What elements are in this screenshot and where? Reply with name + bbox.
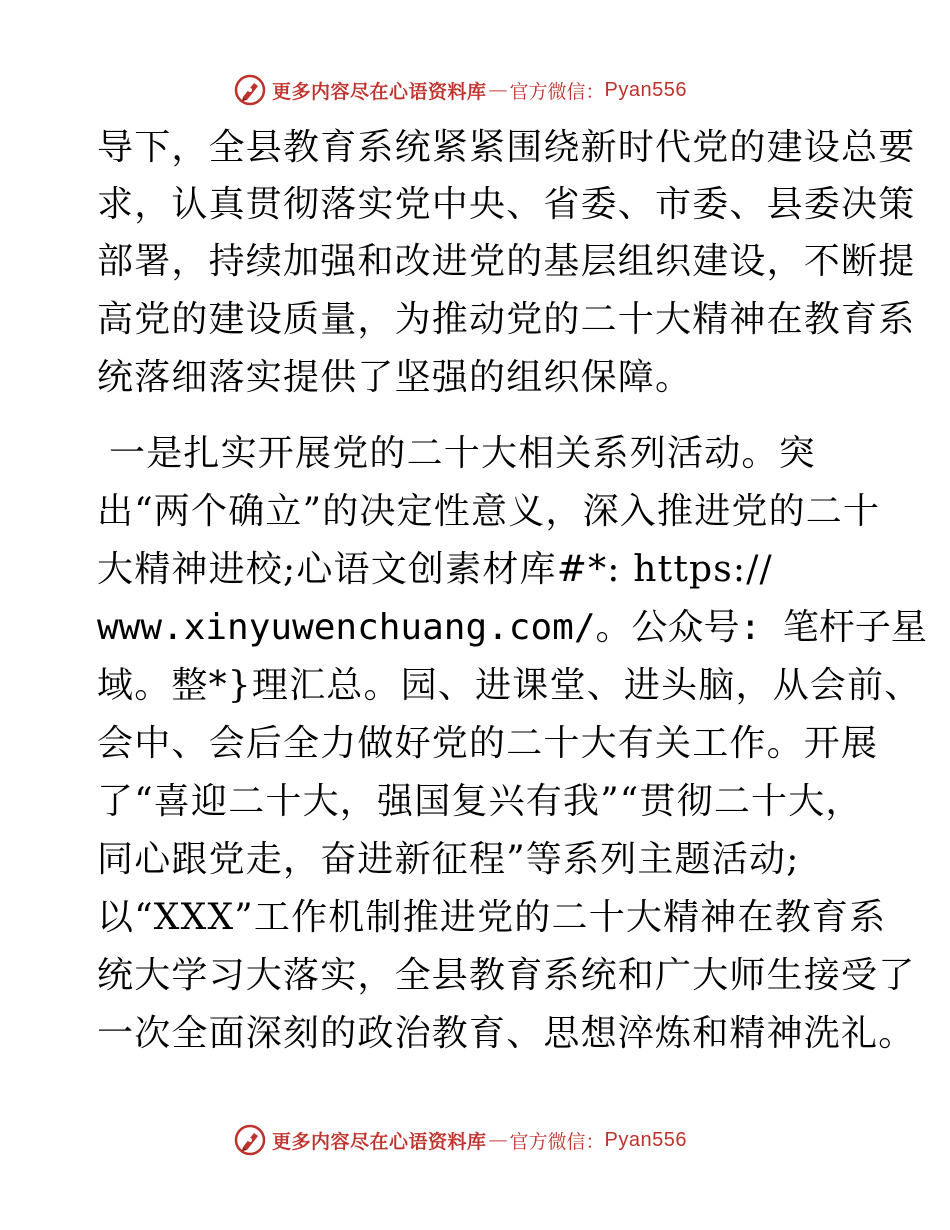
body-line: 导下，全县教育系统紧紧围绕新时代党的建设总要 xyxy=(97,127,916,168)
watermark-separator: — xyxy=(488,79,508,101)
watermark-wechat-label: 官方微信： xyxy=(509,80,605,103)
watermark-site-text: 更多内容尽在心语资料库 xyxy=(272,1130,487,1153)
pen-logo-icon xyxy=(234,1124,266,1156)
body-line: 大精神进校;心语文创素材库#*: https:// xyxy=(97,549,773,590)
body-line: 出“两个确立”的决定性意义，深入推进党的二十 xyxy=(97,491,881,532)
watermark-wechat-id: Pyan556 xyxy=(604,1128,687,1151)
body-line: 部署，持续加强和改进党的基层组织建设，不断提 xyxy=(97,241,916,282)
watermark-wechat-id: Pyan556 xyxy=(604,78,687,101)
body-line: 求，认真贯彻落实党中央、省委、市委、县委决策 xyxy=(97,184,916,225)
body-line: 统大学习大落实，全县教育系统和广大师生接受了 xyxy=(97,955,916,996)
body-line: 会中、会后全力做好党的二十大有关工作。开展 xyxy=(97,723,879,764)
body-line: www.xinyuwenchuang.com/。公众号: 笔杆子星 xyxy=(97,607,927,648)
body-line: 同心跟党走，奋进新征程”等系列主题活动; xyxy=(97,839,800,880)
footer-watermark xyxy=(234,1122,714,1158)
pen-logo-icon xyxy=(234,74,266,106)
watermark-separator: — xyxy=(488,1129,508,1151)
body-line: 了“喜迎二十大，强国复兴有我”“贯彻二十大， xyxy=(97,781,863,822)
watermark-wechat-label: 官方微信： xyxy=(509,1130,605,1153)
body-line: 一是扎实开展党的二十大相关系列活动。突 xyxy=(109,433,816,474)
body-line: 一次全面深刻的政治教育、思想淬炼和精神洗礼。 xyxy=(97,1013,916,1054)
body-line: 以“XXX”工作机制推进党的二十大精神在教育系 xyxy=(97,897,887,938)
header-watermark xyxy=(234,72,714,108)
watermark-site-text: 更多内容尽在心语资料库 xyxy=(272,80,487,103)
body-line: 高党的建设质量，为推动党的二十大精神在教育系 xyxy=(97,299,916,340)
body-line: 统落细落实提供了坚强的组织保障。 xyxy=(97,357,693,398)
body-line: 域。整*}理汇总。园、进课堂、进头脑，从会前、 xyxy=(97,665,922,706)
